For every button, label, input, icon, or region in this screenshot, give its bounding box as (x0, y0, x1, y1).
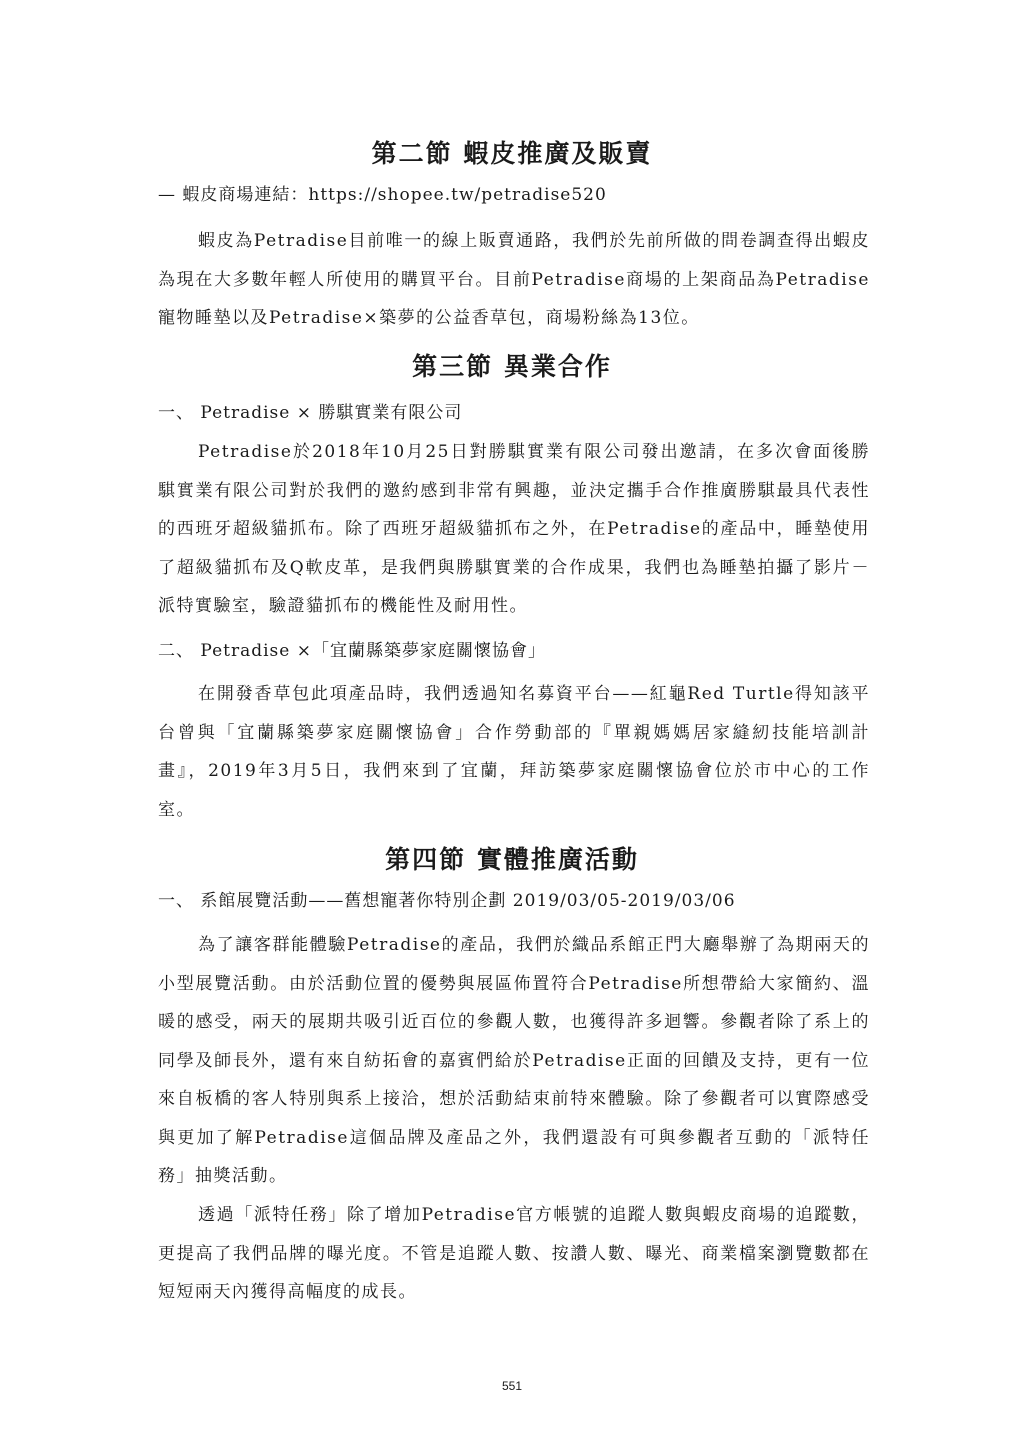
section-4-paragraph-1: 為了讓客群能體驗Petradise的產品，我們於織品系館正門大廳舉辦了為期兩天的小型展覽活動。由於活動位置的優勢與展區佈置符合Petradise所想帶給大家簡約、溫暖的感受，兩天的展期共吸引近百位的參觀人數，也獲得許多迴響。參觀者除了系上的同學及師長外，還有來自紡拓會的嘉賓們給於Petradise正面的回饋及支持，更有一位來自板橋的客人特別與系上接洽，想於活動結束前特來體驗。除了參觀者可以實際感受與更加了解Petradise這個品牌及產品之外，我們還設有可與參觀者互動的「派特任務」抽獎活動。 (158, 935, 870, 1186)
section-3-item-2-paragraph: 在開發香草包此項產品時，我們透過知名募資平台——紅龜Red Turtle得知該平台曾與「宜蘭縣築夢家庭關懷協會」合作勞動部的『單親媽媽居家縫紉技能培訓計畫』，2019年3月5日，我們來到了宜蘭，拜訪築夢家庭關懷協會位於市中心的工作室。 (158, 684, 870, 820)
section-2-paragraph: 蝦皮為Petradise目前唯一的線上販賣通路，我們於先前所做的問卷調查得出蝦皮為現在大多數年輕人所使用的購買平台。目前Petradise商場的上架商品為Petradise寵物睡墊以及Petradise×築夢的公益香草包，商場粉絲為13位。 (158, 231, 870, 328)
section-3-item-1-paragraph: Petradise於2018年10月25日對勝騏實業有限公司發出邀請，在多次會面後勝騏實業有限公司對於我們的邀約感到非常有興趣，並決定攜手合作推廣勝騏最具代表性的西班牙超級貓抓布。除了西班牙超級貓抓布之外，在Petradise的產品中，睡墊使用了超級貓抓布及Q軟皮革，是我們與勝騏實業的合作成果，我們也為睡墊拍攝了影片－派特實驗室，驗證貓抓布的機能性及耐用性。 (158, 442, 870, 616)
section-4-title: 第四節 實體推廣活動 (385, 845, 639, 874)
section-3-item-2-heading: 二、 Petradise ×「宜蘭縣築夢家庭關懷協會」 (158, 641, 546, 661)
page-number: 551 (501, 1379, 523, 1393)
shopee-link-line: — 蝦皮商場連結：https://shopee.tw/petradise520 (158, 185, 607, 205)
section-3-item-1-heading: 一、 Petradise × 勝騏實業有限公司 (158, 403, 463, 423)
section-4-paragraph-2: 透過「派特任務」除了增加Petradise官方帳號的追蹤人數與蝦皮商場的追蹤數，更提高了我們品牌的曝光度。不管是追蹤人數、按讚人數、曝光、商業檔案瀏覽數都在短短兩天內獲得高幅度的成長。 (158, 1205, 870, 1302)
section-2-title: 第二節 蝦皮推廣及販賣 (371, 139, 653, 168)
section-3-title: 第三節 異業合作 (412, 352, 612, 381)
section-4-item-1-heading: 一、 系館展覽活動——舊想寵著你特別企劃 2019/03/05-2019/03/06 (158, 891, 736, 911)
